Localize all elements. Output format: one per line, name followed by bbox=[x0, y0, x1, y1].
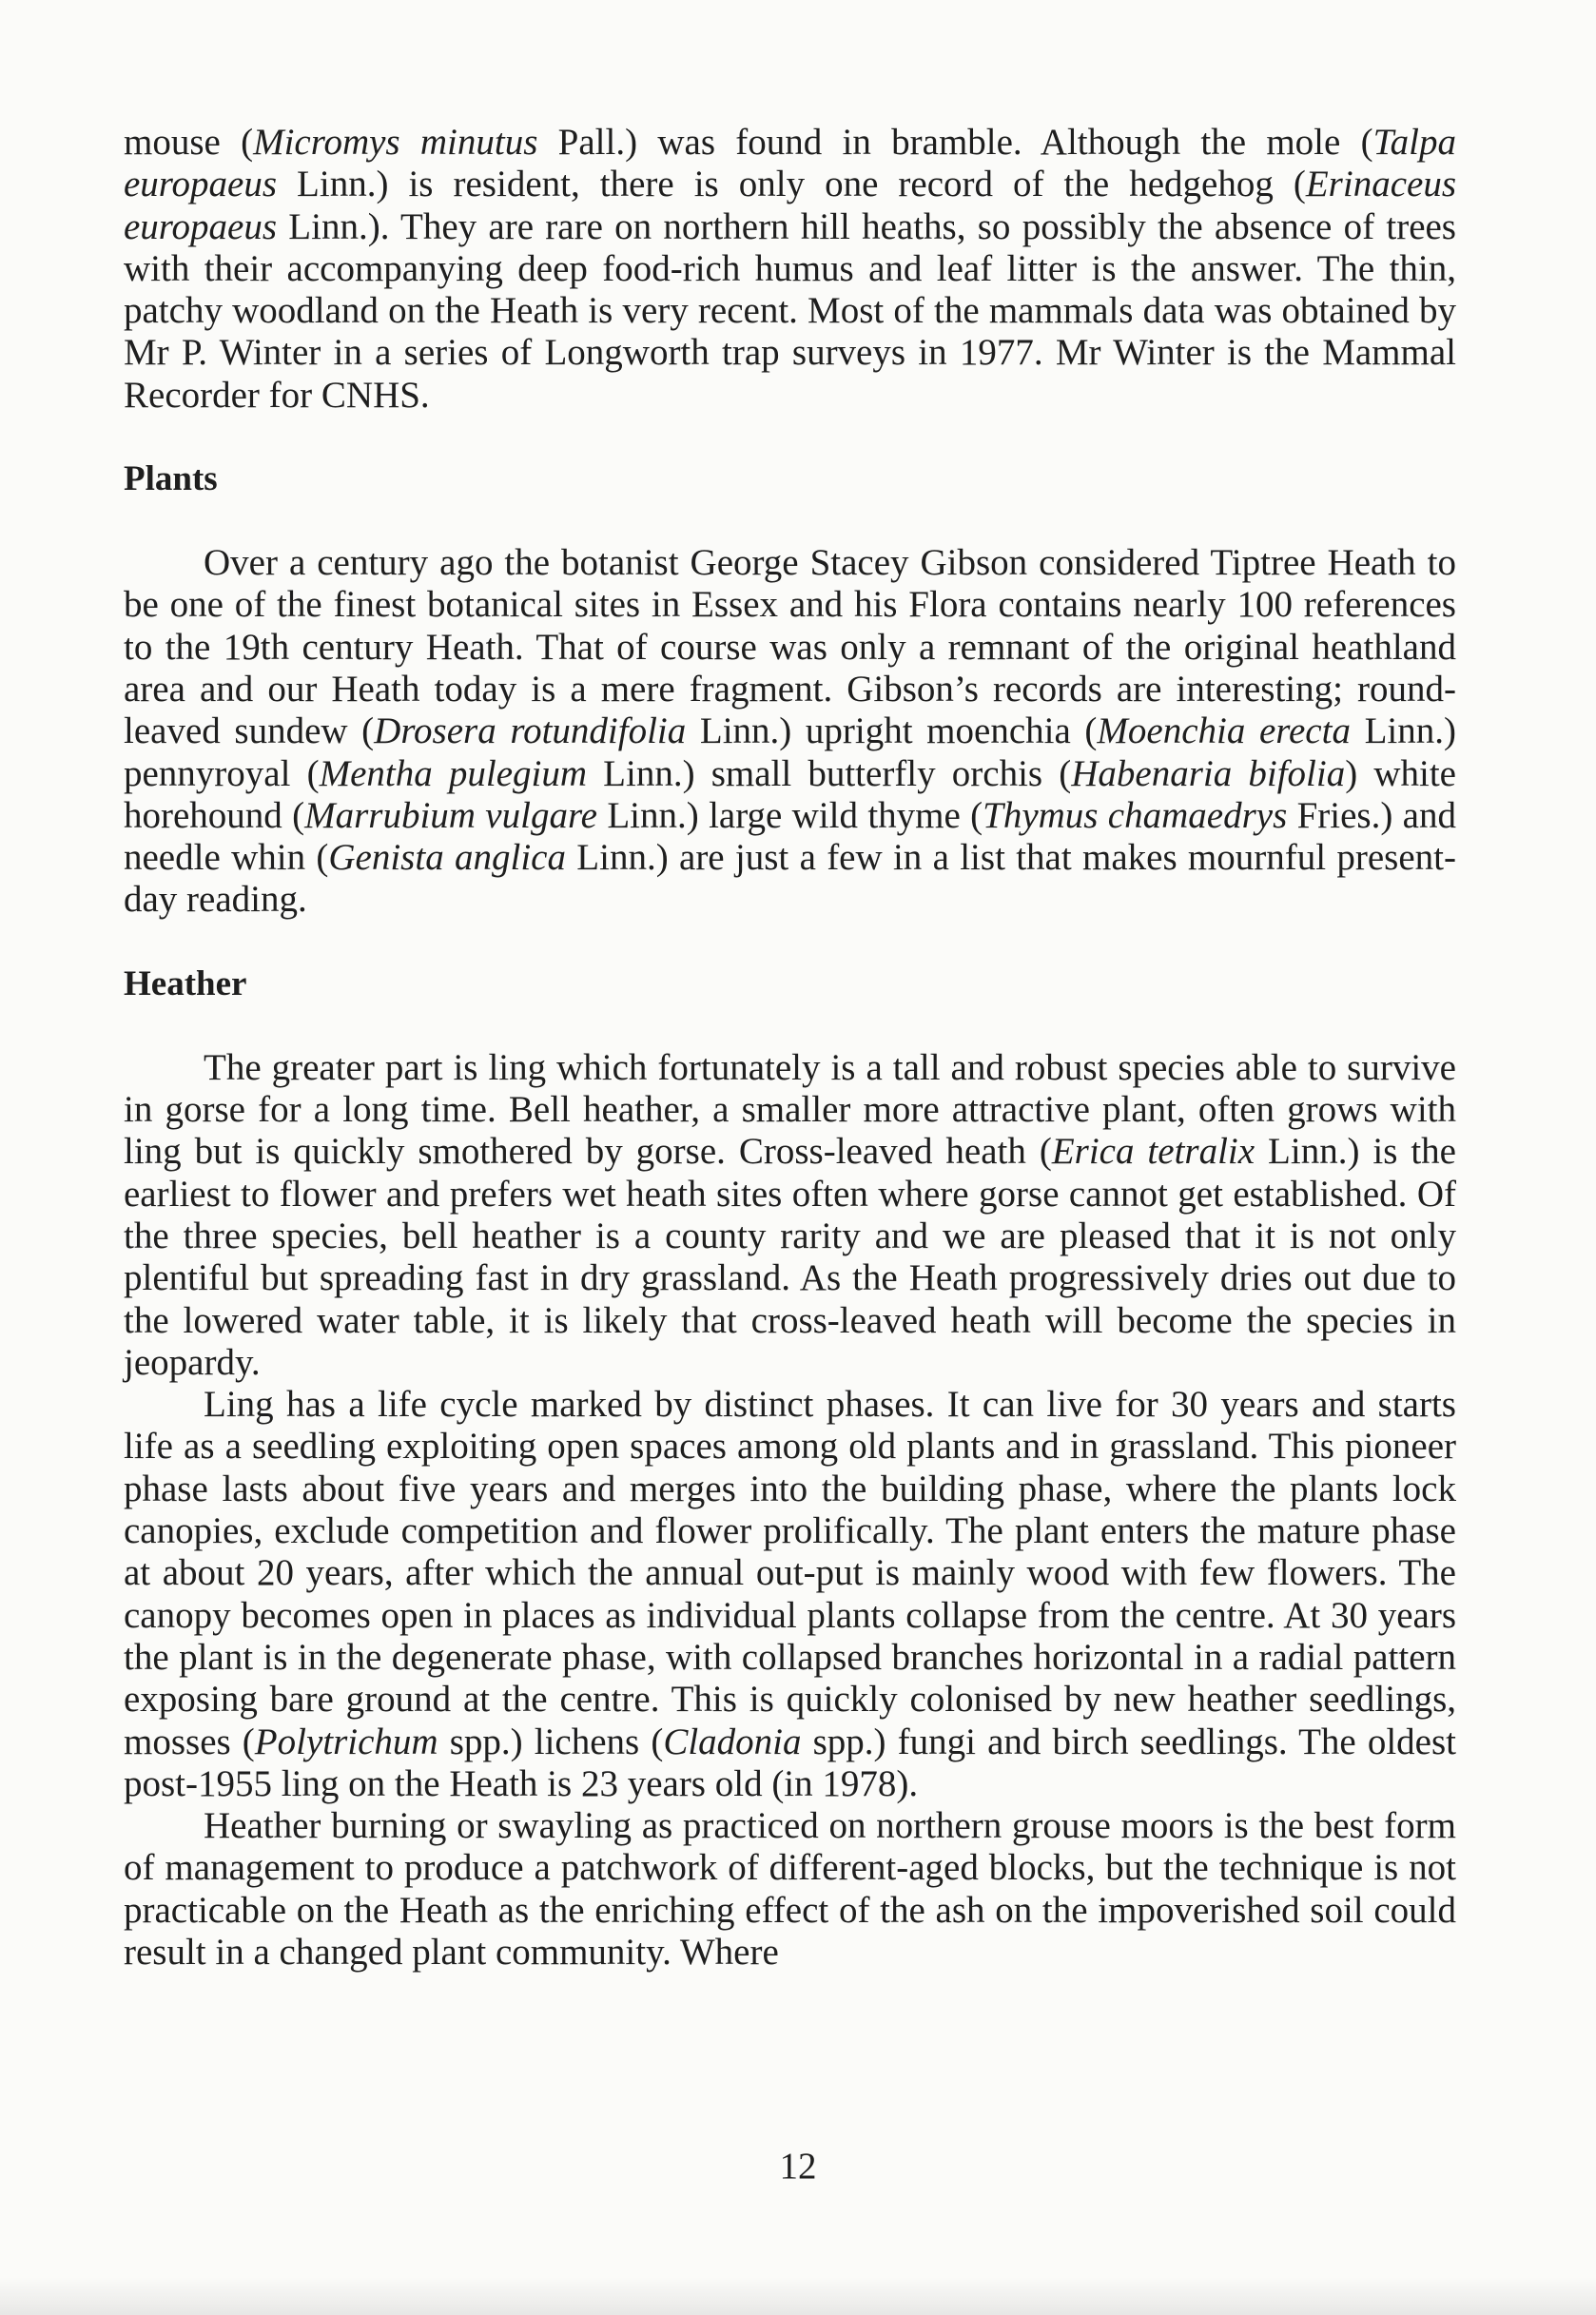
text-run: Linn.). They are rare on northern hill heaths, so possibly the absence of trees with their accompanying deep food-rich humus and leaf litter is the answer. The thin, patchy woodland on the Heath is very recent. Most of the mammals data was obtained by Mr P. Winter in a series of Longworth trap surveys in 1977. Mr Winter is the Mammal Recorder for CNHS. bbox=[124, 205, 1456, 416]
species-name: Habenaria bifolia bbox=[1071, 752, 1346, 794]
text-run: Linn.) large wild thyme ( bbox=[597, 794, 983, 836]
page-content bbox=[124, 122, 1456, 1974]
text-run: Fries.) and needle whin ( bbox=[124, 794, 1456, 879]
text-run: Over a century ago the botanist George Stacey Gibson considered Tiptree Heath to be one of the finest botanical sites in Essex and his Flora contains nearly 100 references to the 19th century Heath. That of course was only a remnant of the original heathland area and our Heath today is a mere fragment. Gibson’s records are interesting; round-leaved sundew ( bbox=[124, 542, 1456, 752]
species-name: Talpa europaeus bbox=[124, 122, 1457, 205]
text-run: Linn.) pennyroyal ( bbox=[124, 710, 1456, 794]
species-name: Polytrichum bbox=[254, 1721, 438, 1762]
text-run: Linn.) upright moenchia ( bbox=[686, 710, 1098, 752]
section-heading-heather: Heather bbox=[124, 963, 247, 1003]
species-name: Cladonia bbox=[663, 1721, 802, 1762]
heather-paragraph-1 bbox=[124, 1047, 1456, 1384]
plants-paragraph bbox=[124, 542, 1456, 922]
heather-paragraph-2 bbox=[124, 1384, 1456, 1805]
text-run: Ling has a life cycle marked by distinct phases. It can live for 30 years and starts life as a seedling exploiting open spaces among old plants and in grassland. This pioneer phase lasts about five years and merges into the building phase, where the plants lock canopies, exclude competition and flower prolifically. The plant enters the mature phase at about 20 years, after which the annual out-put is mainly wood with few flowers. The canopy becomes open in places as individual plants collapse from the centre. At 30 years the plant is in the degenerate phase, with collapsed branches horizontal in a radial pattern exposing bare ground at the centre. This is quickly colonised by new heather seedlings, mosses ( bbox=[124, 1384, 1456, 1762]
text-run: spp.) lichens ( bbox=[438, 1721, 664, 1762]
species-name: Marrubium vulgare bbox=[304, 794, 597, 836]
species-name: Genista anglica bbox=[328, 837, 566, 879]
section-heading-plants: Plants bbox=[124, 459, 218, 499]
species-name: Moenchia erecta bbox=[1097, 710, 1351, 752]
text-run: Pall.) was found in bramble. Although the mole ( bbox=[537, 122, 1373, 163]
text-run: Linn.) are just a few in a list that makes mournful present-day reading. bbox=[124, 837, 1456, 921]
page-number: 12 bbox=[779, 2146, 817, 2187]
species-name: Micromys minutus bbox=[253, 122, 538, 163]
text-run: spp.) fungi and birch seedlings. The oldest post-1955 ling on the Heath is 23 years old (in 1978). bbox=[124, 1721, 1457, 1804]
species-name: Drosera rotundifolia bbox=[374, 710, 687, 752]
text-run: Heather burning or swayling as practiced on northern grouse moors is the best form of management to produce a patchwork of different-aged blocks, but the technique is not practicable on the Heath as the enriching effect of the ash on the impoverished soil could result in a changed plant community. Where bbox=[124, 1805, 1456, 1973]
page-edge-shadow bbox=[0, 2277, 1596, 2315]
text-run: Linn.) is resident, there is only one record of the hedgehog ( bbox=[277, 164, 1306, 205]
text-run: ) white horehound ( bbox=[124, 752, 1456, 836]
species-name: Erica tetralix bbox=[1051, 1131, 1255, 1173]
species-name: Thymus chamaedrys bbox=[983, 794, 1288, 836]
text-run: mouse ( bbox=[124, 122, 254, 163]
heather-paragraph-3 bbox=[124, 1805, 1456, 1974]
species-name: Erinaceus europaeus bbox=[124, 164, 1456, 247]
text-run: Linn.) small butterfly orchis ( bbox=[587, 752, 1072, 794]
text-run: Linn.) is the earliest to flower and prefers wet heath sites often where gorse cannot get established. Of the three species, bell heather is a county rarity and we are pleased that it is not only plentiful but spreading fast in dry grassland. As the Heath progressively dries out due to the lowered water table, it is likely that cross-leaved heath will become the species in jeopardy. bbox=[124, 1131, 1456, 1383]
species-name: Mentha pulegium bbox=[319, 752, 588, 794]
intro-paragraph bbox=[124, 122, 1456, 417]
text-run: The greater part is ling which fortunately is a tall and robust species able to survive in gorse for a long time. Bell heather, a smaller more attractive plant, often grows with ling but is quickly smothered by gorse. Cross-leaved heath ( bbox=[124, 1046, 1456, 1173]
